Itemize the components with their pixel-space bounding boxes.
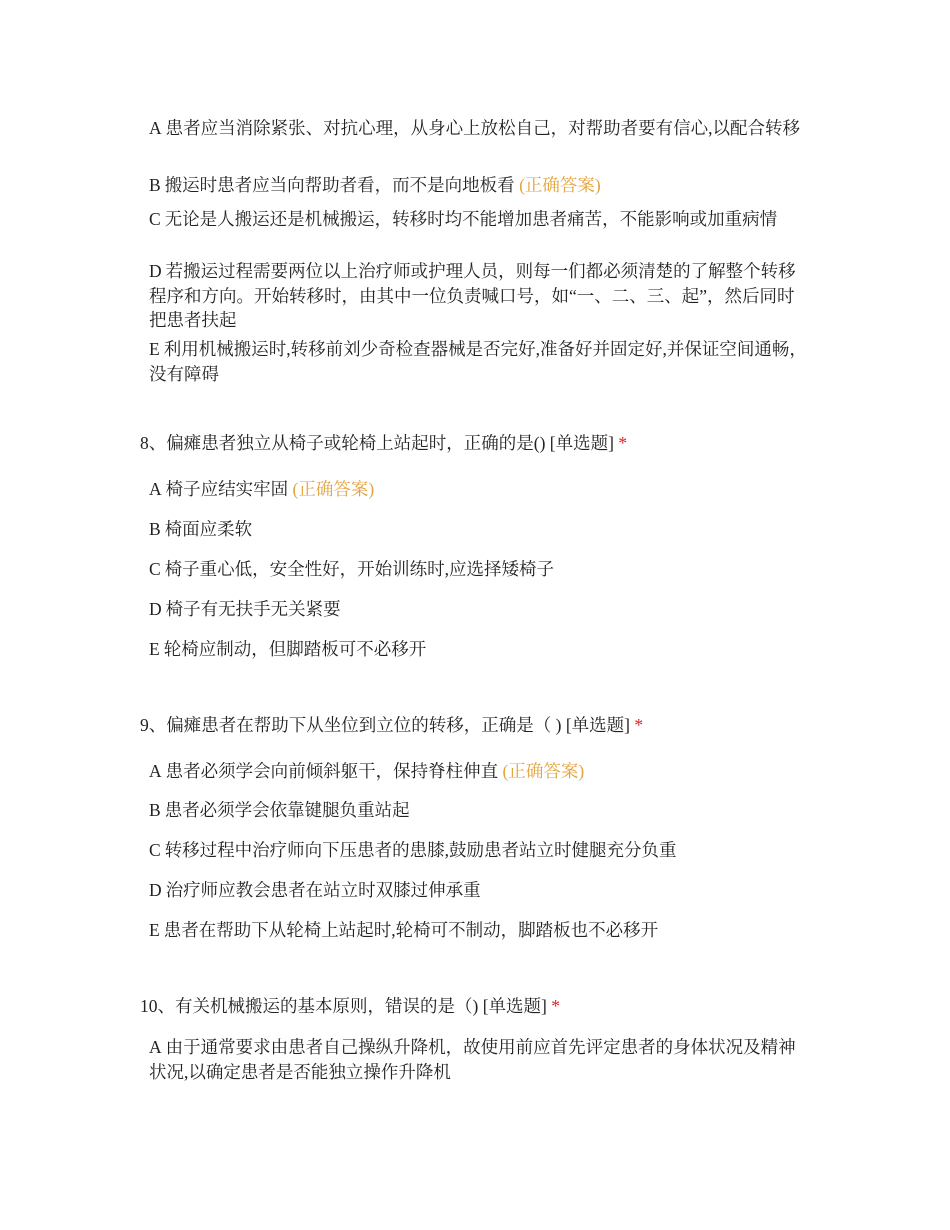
option-letter: B (149, 519, 161, 539)
option-text: 椅子应结实牢固 (165, 479, 289, 499)
correct-answer-tag: (正确答案) (519, 175, 601, 195)
option-8d (149, 597, 809, 622)
option-text: 椅子有无扶手无关紧要 (165, 599, 341, 619)
question-type: [单选题] (549, 433, 614, 453)
option-text: 若搬运过程需要两位以上治疗师或护理人员，则每一们都必须清楚的了解整个转移程序和方向。开始转移时，由其中一位负责喊口号，如“一、二、三、起”，然后同时把患者扶起 (149, 261, 796, 330)
option-text: 患者必须学会向前倾斜躯干，保持脊柱伸直 (165, 761, 499, 781)
option-letter: A (149, 118, 162, 138)
option-8b (149, 517, 809, 542)
option-letter: D (149, 880, 162, 900)
option-7b (149, 173, 809, 198)
required-mark: * (551, 996, 560, 1016)
option-letter: C (149, 559, 161, 579)
option-letter: C (149, 209, 161, 229)
option-text: 轮椅应制动，但脚踏板可不必移开 (163, 639, 427, 659)
option-letter: E (149, 920, 160, 940)
option-9c (149, 838, 809, 863)
option-10a (149, 1035, 809, 1084)
option-text: 利用机械搬运时,转移前刘少奇检查器械是否完好,准备好并固定好,并保证空间通畅，没有障碍 (149, 339, 807, 384)
option-text: 无论是人搬运还是机械搬运，转移时均不能增加患者痛苦，不能影响或加重病情 (164, 209, 778, 229)
option-text: 椅面应柔软 (164, 519, 253, 539)
option-letter: B (149, 800, 161, 820)
option-9d (149, 878, 809, 903)
option-7e (149, 337, 809, 386)
correct-answer-tag: (正确答案) (502, 761, 585, 781)
correct-answer-tag: (正确答案) (292, 479, 375, 499)
question-text: 9、偏瘫患者在帮助下从坐位到立位的转移，正确是（ ) (140, 715, 562, 735)
question-type: [单选题] (565, 715, 630, 735)
option-text: 转移过程中治疗师向下压患者的患膝,鼓励患者站立时健腿充分负重 (164, 840, 677, 860)
option-text: 搬运时患者应当向帮助者看，而不是向地板看 (164, 175, 515, 195)
required-mark: * (634, 715, 644, 735)
option-text: 治疗师应教会患者在站立时双膝过伸承重 (165, 880, 481, 900)
option-letter: E (149, 339, 160, 359)
option-letter: A (149, 761, 162, 781)
option-8c (149, 557, 809, 582)
option-letter: A (149, 479, 162, 499)
option-7a (149, 116, 809, 141)
option-text: 患者必须学会依靠键腿负重站起 (164, 800, 410, 820)
option-text: 患者在帮助下从轮椅上站起时,轮椅可不制动，脚踏板也不必移开 (163, 920, 659, 940)
question-text: 10、有关机械搬运的基本原则，错误的是（) (140, 996, 479, 1016)
option-9b (149, 798, 809, 823)
option-7c (149, 207, 809, 232)
option-8a (149, 477, 809, 502)
option-text: 患者应当消除紧张、对抗心理，从身心上放松自己，对帮助者要有信心,以配合转移 (165, 118, 801, 138)
option-letter: D (149, 599, 162, 619)
option-8e (149, 637, 809, 662)
option-text: 椅子重心低，安全性好，开始训练时,应选择矮椅子 (164, 559, 555, 579)
option-9e (149, 918, 809, 943)
option-7d (149, 259, 809, 333)
option-letter: E (149, 639, 160, 659)
question-text: 8、偏瘫患者独立从椅子或轮椅上站起时，正确的是() (140, 433, 546, 453)
required-mark: * (618, 433, 628, 453)
option-text: 由于通常要求由患者自己操纵升降机，故使用前应首先评定患者的身体状况及精神状况,以确定患者是否能独立操作升降机 (149, 1037, 796, 1082)
question-type: [单选题] (482, 996, 547, 1016)
question-9-title (140, 713, 840, 737)
question-8-title (140, 431, 840, 455)
option-9a (149, 759, 809, 784)
question-10-title (140, 994, 840, 1018)
option-letter: A (149, 1037, 162, 1057)
option-letter: C (149, 840, 161, 860)
option-letter: D (149, 261, 162, 281)
option-letter: B (149, 175, 161, 195)
